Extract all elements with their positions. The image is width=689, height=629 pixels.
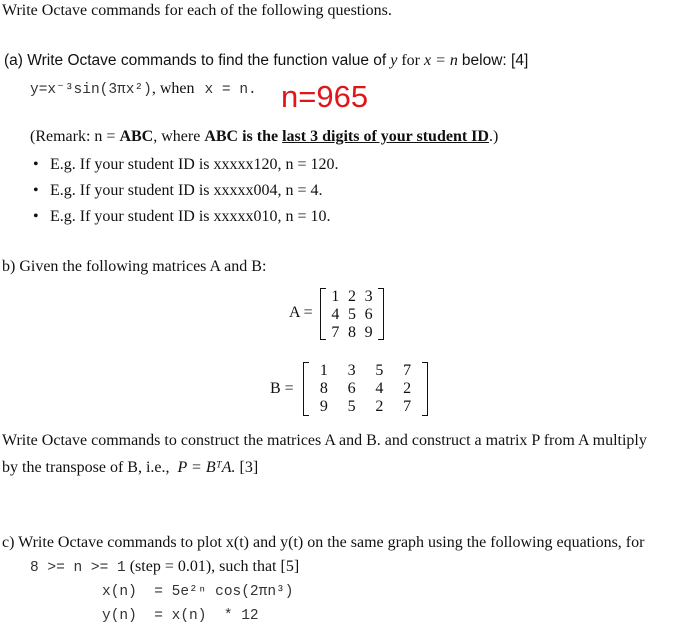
remark-abc: ABC	[119, 128, 154, 145]
matrix-b	[303, 362, 428, 416]
matrix-a-left-bracket	[320, 288, 326, 340]
part-b-instruction-1: Write Octave commands to construct the matrices A and B. and construct a matrix P from A multiply	[2, 432, 647, 449]
part-c-step: (step = 0.01), such that [5]	[129, 558, 300, 575]
n-value-annotation: n=965	[281, 79, 369, 114]
matrix-b-cell: 1	[319, 362, 328, 379]
equation-x: x(n) = 5e²ⁿ cos(2πn³)	[102, 584, 294, 600]
matrix-b-left-bracket	[303, 362, 309, 416]
part-a-formula-line	[30, 80, 257, 98]
remark-prefix: (Remark: n =	[30, 128, 120, 145]
matrix-b-cell: 9	[319, 398, 328, 415]
part-b-instruction-2	[2, 459, 258, 477]
matrix-a-cell: 8	[347, 324, 356, 341]
part-a-below: below: [4]	[461, 52, 529, 69]
part-c-label: c) Write Octave commands to plot x(t) and y(t) on the same graph using the following equations, for	[2, 534, 645, 551]
remark-underline: last 3 digits of your student ID	[282, 128, 489, 145]
part-c-range-line	[30, 558, 299, 576]
equation-y: y(n) = x(n) * 12	[102, 608, 259, 624]
matrix-a-cell: 7	[331, 324, 340, 341]
matrix-a-cell: 1	[331, 288, 340, 305]
matrix-b-cell: 7	[403, 362, 412, 379]
remark-line	[30, 128, 498, 146]
example-1: • E.g. If your student ID is xxxxx120, n = 120.	[50, 156, 339, 174]
remark-bold: ABC is the	[204, 128, 283, 145]
matrix-a-cell: 5	[347, 306, 356, 323]
matrix-b-cell: 4	[375, 380, 384, 397]
part-a-var-y: y	[390, 52, 398, 69]
matrix-b-cell: 2	[403, 380, 412, 397]
part-a-question	[4, 52, 528, 70]
matrix-b-right-bracket	[422, 362, 428, 416]
matrix-b-cell: 5	[375, 362, 384, 379]
matrix-b-label: B =	[270, 380, 294, 397]
remark-end: .)	[488, 128, 499, 145]
remark-mid: , where	[153, 128, 205, 145]
part-a-when: , when	[151, 80, 195, 97]
matrix-a-right-bracket	[378, 288, 384, 340]
matrix-a-cell: 4	[331, 306, 340, 323]
matrix-b-cell: 8	[319, 380, 328, 397]
part-a-for: for	[401, 52, 420, 69]
part-a-formula: y=x⁻³sin(3πx²)	[30, 82, 152, 98]
part-a-eq-x: x = n	[424, 52, 458, 69]
matrix-b-cell: 6	[347, 380, 356, 397]
part-a-when-x: x = n.	[204, 82, 257, 98]
matrix-b-cell: 3	[347, 362, 356, 379]
part-b-line2-prefix: by the transpose of B, i.e.,	[2, 459, 170, 476]
matrix-b-cell: 7	[403, 398, 412, 415]
matrix-b-cell: 2	[375, 398, 384, 415]
part-c-range: 8 >= n >= 1	[30, 560, 126, 576]
part-b-line2-suffix: [3]	[239, 459, 259, 476]
matrix-a-cell: 3	[364, 288, 373, 305]
example-2: • E.g. If your student ID is xxxxx004, n = 4.	[50, 182, 323, 200]
matrix-a	[320, 288, 384, 340]
question-heading: Write Octave commands for each of the following questions.	[2, 2, 392, 19]
part-b-line2-formula: P = BᵀA.	[177, 459, 236, 476]
matrix-b-cell: 5	[347, 398, 356, 415]
matrix-a-cell: 9	[364, 324, 373, 341]
matrix-a-label: A =	[289, 304, 313, 321]
example-3: • E.g. If your student ID is xxxxx010, n = 10.	[50, 208, 331, 226]
part-b-label: b) Given the following matrices A and B:	[2, 258, 267, 275]
matrix-a-cell: 2	[347, 288, 356, 305]
part-a-label: (a) Write Octave commands to find the function value of	[4, 52, 387, 69]
matrix-a-cell: 6	[364, 306, 373, 323]
